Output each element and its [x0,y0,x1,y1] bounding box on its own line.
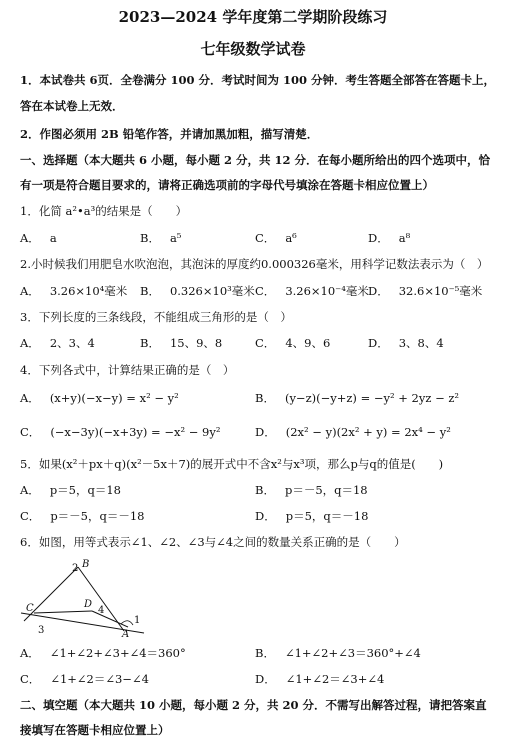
question-3-option-d: D． 3、8、4 [368,336,444,350]
note-1-line-2: 答在本试卷上无效． [20,99,124,113]
figure-label-C: C [26,603,34,614]
question-2-option-b: B． 0.326×10³毫米 [140,284,255,298]
question-5-option-a: A． p＝5，q＝18 [20,483,121,497]
figure-label-3: 3 [38,625,45,636]
question-1-stem: 1．化简 a²•a³的结果是（ ） [20,204,188,218]
question-5-option-d: D． p＝5，q＝－18 [255,509,369,523]
figure-label-4: 4 [98,605,105,616]
section-2-heading-line-2: 接填写在答题卡相应位置上） [20,723,170,737]
question-3-option-c: C． 4、9、6 [255,336,331,350]
figure-label-A: A [122,629,130,639]
question-5-stem: 5．如果(x²＋px＋q)(x²－5x＋7)的展开式中不含x²与x³项，那么p与q的值是( ) [20,457,444,471]
question-6-stem: 6．如图，用等式表示∠1、∠2、∠3与∠4之间的数量关系正确的是（ ） [20,535,406,549]
question-5-option-b: B． p＝－5，q＝18 [255,483,368,497]
question-2-option-a: A． 3.26×10⁴毫米 [20,284,128,298]
question-3-option-a: A． 2、3、4 [20,336,95,350]
section-1-heading-line-2: 有一项是符合题目要求的，请将正确选项前的字母代号填涂在答题卡相应位置上） [20,178,434,192]
question-1-option-b: B． a⁵ [140,231,182,245]
section-2-heading-line-1: 二、填空题（本大题共 10 小题，每小题 2 分，共 20 分．不需写出解答过程，请把答案直 [20,698,487,712]
question-6-option-d: D． ∠1+∠2＝∠3+∠4 [255,672,385,686]
section-1-heading-line-1: 一、选择题（本大题共 6 小题，每小题 2 分，共 12 分．在每小题所给出的四个选项中，恰 [20,153,491,167]
question-5-option-c: C． p＝－5，q＝－18 [20,509,145,523]
exam-title: 2023—2024 学年度第二学期阶段练习 [118,8,388,26]
question-4-option-c: C． (−x−3y)(−x+3y) = −x² − 9y² [20,425,221,439]
question-1-option-a: A． a [20,231,57,245]
geometry-figure [20,557,160,639]
figure-label-B: B [82,559,90,570]
question-1-option-d: D． a⁸ [368,231,411,245]
question-2-option-c: C． 3.26×10⁻⁴毫米 [255,284,369,298]
question-4-option-a: A． (x+y)(−x−y) = x² − y² [20,391,179,405]
question-4-option-d: D． (2x² − y)(2x² + y) = 2x⁴ − y² [255,425,451,439]
note-1-line-1: 1．本试卷共 6页．全卷满分 100 分．考试时间为 100 分钟．考生答题全部答在答题卡上， [20,73,496,87]
question-4-option-b: B． (y−z)(−y+z) = −y² + 2yz − z² [255,391,460,405]
figure-label-1: 1 [134,615,141,626]
question-6-option-a: A． ∠1+∠2+∠3+∠4＝360° [20,646,186,660]
question-2-option-d: D． 32.6×10⁻⁵毫米 [368,284,483,298]
question-1-option-c: C． a⁶ [255,231,297,245]
exam-subtitle: 七年级数学试卷 [200,40,306,58]
figure-label-2: 2 [72,563,79,574]
question-3-option-b: B． 15、9、8 [140,336,223,350]
question-3-stem: 3．下列长度的三条线段，不能组成三角形的是（ ） [20,310,292,324]
question-4-stem: 4．下列各式中，计算结果正确的是（ ） [20,363,235,377]
question-2-stem: 2.小时候我们用肥皂水吹泡泡，其泡沫的厚度约0.000326毫米，用科学记数法表示为（ ） [20,257,489,271]
note-2: 2．作图必须用 2B 铅笔作答，并请加黑加粗，描写清楚． [20,127,319,141]
question-6-option-c: C． ∠1+∠2＝∠3−∠4 [20,672,149,686]
line-cd [34,611,92,613]
question-6-option-b: B． ∠1+∠2+∠3＝360°+∠4 [255,646,421,660]
figure-label-D: D [84,599,93,610]
